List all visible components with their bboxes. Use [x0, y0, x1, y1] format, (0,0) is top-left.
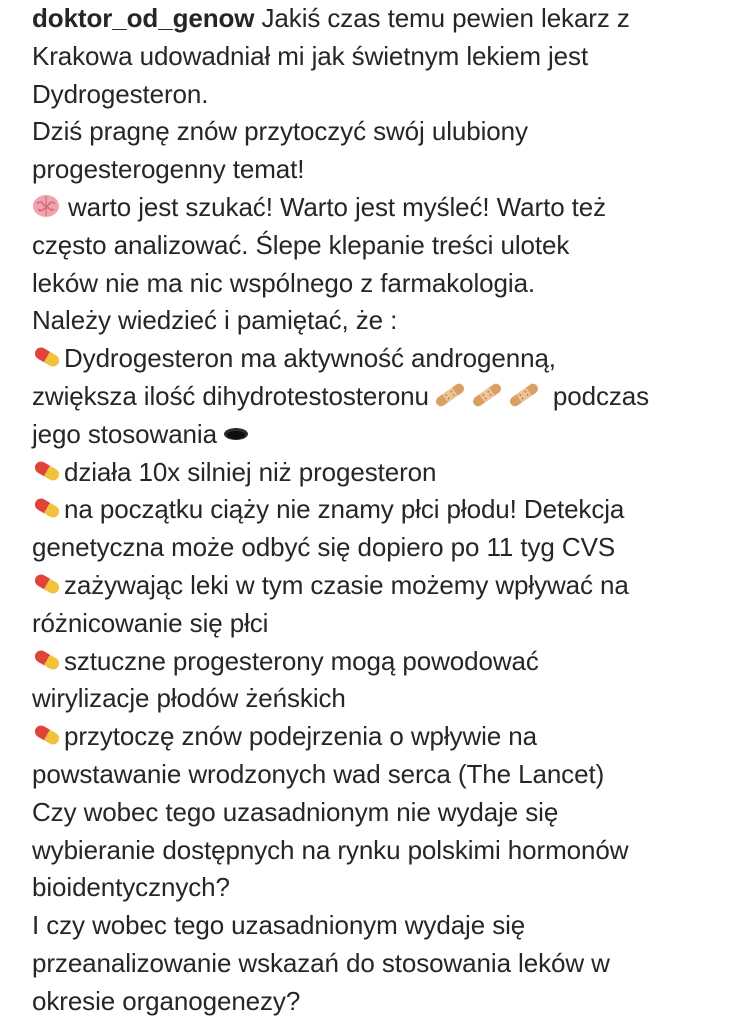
adhesive-bandage-icon: [433, 382, 467, 408]
caption-line: [32, 491, 732, 529]
caption-line: różnicowanie się płci: [32, 607, 269, 638]
pill-icon: [32, 571, 62, 597]
adhesive-bandage-icon: [470, 382, 504, 408]
pill-icon: [32, 722, 62, 748]
post-caption: [32, 0, 732, 1021]
caption-text: warto jest szukać! Warto jest myśleć! Warto też: [68, 191, 607, 222]
caption-line: [32, 454, 732, 492]
username-link[interactable]: doktor_od_genow: [32, 3, 255, 33]
caption-line: często analizować. Ślepe klepanie treści ulotek: [32, 229, 570, 260]
caption-text: zwiększa ilość dihydrotestosteronu: [32, 380, 429, 411]
caption-line: [32, 643, 732, 681]
caption-line: [32, 378, 732, 416]
caption-line: leków nie ma nic wspólnego z farmakologia.: [32, 267, 536, 298]
caption-line: Dziś pragnę znów przytoczyć swój ulubiony: [32, 116, 528, 147]
caption-line: [32, 189, 732, 227]
caption-line: powstawanie wrodzonych wad serca (The Lancet): [32, 758, 605, 789]
caption-line: przeanalizowanie wskazań do stosowania leków w: [32, 947, 610, 978]
pill-icon: [32, 344, 62, 370]
caption-line: bioidentycznych?: [32, 872, 230, 903]
brain-icon: [32, 193, 60, 219]
pill-icon: [32, 647, 62, 673]
caption-text: podczas: [552, 380, 650, 411]
adhesive-bandage-icon: [507, 382, 541, 408]
caption-line: Należy wiedzieć i pamiętać, że :: [32, 305, 398, 336]
hole-icon: [223, 427, 249, 441]
caption-line: I czy wobec tego uzasadnionym wydaje się: [32, 910, 526, 941]
caption-line: Dydrogesteron.: [32, 78, 209, 109]
caption-text: sztuczne progesterony mogą powodować: [64, 645, 539, 676]
pill-icon: [32, 458, 62, 484]
caption-line: [32, 718, 732, 756]
caption-text: zażywając leki w tym czasie możemy wpływać na: [64, 569, 629, 600]
caption-line: wirylizacje płodów żeńskich: [32, 683, 346, 714]
caption-text: Dydrogesteron ma aktywność androgenną,: [64, 343, 556, 374]
caption-line: [32, 567, 732, 605]
pill-icon: [32, 495, 62, 521]
caption-text: na początku ciąży nie znamy płci płodu! Detekcja: [64, 494, 625, 525]
caption-line: Czy wobec tego uzasadnionym nie wydaje się: [32, 796, 559, 827]
caption-text: działa 10x silniej niż progesteron: [64, 456, 437, 487]
caption-line: [32, 0, 732, 38]
caption-line: progesterogenny temat!: [32, 154, 305, 185]
caption-line: [32, 416, 732, 454]
caption-text: Jakiś czas temu pewien lekarz z: [254, 3, 630, 33]
caption-line: [32, 340, 732, 378]
caption-line: wybieranie dostępnych na rynku polskimi hormonów: [32, 834, 629, 865]
caption-line: okresie organogenezy?: [32, 985, 301, 1016]
caption-text: jego stosowania: [32, 418, 217, 449]
caption-line: Krakowa udowadniał mi jak świetnym lekiem jest: [32, 40, 589, 71]
caption-text: przytoczę znów podejrzenia o wpływie na: [64, 721, 538, 752]
caption-line: genetyczna może odbyć się dopiero po 11 tyg CVS: [32, 532, 616, 563]
